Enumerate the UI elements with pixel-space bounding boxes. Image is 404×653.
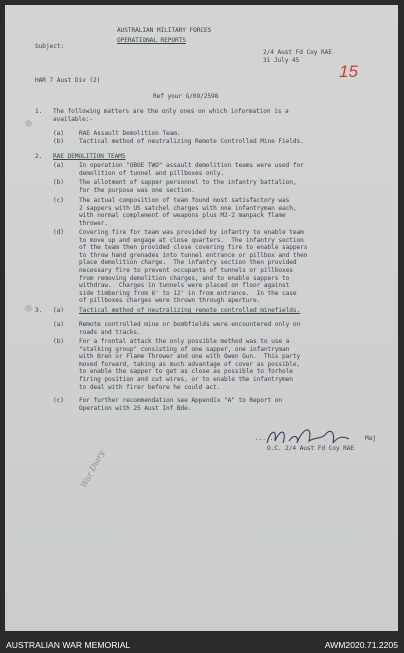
pencil-annotation: War Diary [79,449,107,490]
para1-item-text: Tactical method of neutralizing Remote Controlled Mine Fields. [79,138,304,145]
report-heading: OPERATIONAL REPORTS [117,37,186,44]
archive-reference: AWM2020.71.2205 [324,640,398,650]
unit-name: 2/4 Aust Fd Coy RAE [263,49,332,56]
reference: Ref your G/09/2598 [153,93,219,100]
report-date: 31 July 45 [263,57,300,64]
para1-item-label: (a) [53,130,64,137]
archive-name: AUSTRALIAN WAR MEMORIAL [6,640,131,650]
para3-item-label: (c) [53,397,64,404]
signature-rank: Maj [365,435,376,442]
para2-item-label: (b) [53,179,64,186]
punch-hole [25,305,32,312]
subject-label: Subject: [35,43,65,50]
handwritten-number: 15 [339,62,358,81]
para2-item-text: Covering fire for team was provided by infantry to enable team to move up and engage at close quarters. The infantry section of the team then provided close covering fire to enable sappers to throw hand grenades into tunnel entrance or pillbox and then place demolition charge. The infantry section then provided necessary fire to prevent occupants of tunnels or pillboxes from removing demolition charges, and to enable sappers to withdraw. Charges in tunnels were placed on floor against side timbering from 6' to 12' in from entrance. In the case of pillboxes charges were thrown through aperture. [79,229,308,305]
para3-number: 3. [35,307,43,314]
para3-heading: Tactical method of neutralizing remote controlled minefields. [79,307,301,314]
para2-item-text: The actual composition of team found most satisfactory was 2 sappers with US satchel charges with one infantryman each, with normal complement of weapons plus M2-2 manpack flame thrower. [79,197,297,227]
para2-item-label: (c) [53,197,64,204]
para3-item-label: (a) [53,321,64,328]
signature-dots: ...... [255,435,277,442]
document-page [5,5,398,631]
para2-item-label: (d) [53,229,64,236]
org-heading: AUSTRALIAN MILITARY FORCES [117,27,212,34]
para1-item-text: RAE Assault Demolition Team. [79,130,181,137]
archive-footer [0,636,404,653]
addressee: HAR 7 Aust Div (2) [35,77,101,84]
para1-item-label: (b) [53,138,64,145]
para1-number: 1. [35,108,43,115]
para2-heading: RAE DEMOLITION TEAMS [53,153,126,160]
para2-number: 2. [35,153,43,160]
para3-item-text: For a frontal attack the only possible method was to use a "stalking group" consisting of one sapper, one infantryman with Bren or Flame Thrower and one with Owen Gun. This party moved forward, taking as much advantage of cover as possible, to enable the sapper to get as close as possible to forhole firing position and cut wires, or to enable the infantrymen to deal with firer before he could act. [79,338,301,391]
para3-item-text: For further recommendation see Appendix "A" to Report on Operation with 25 Aust Inf Bde. [79,397,283,412]
signatory-title: O.C. 2/4 Aust Fd Coy RAE [267,445,355,452]
para3-label: (a) [53,307,64,314]
para3-item-text: Remote controlled mine or bombfields were encountered only on roads and tracks. [79,321,301,336]
para3-item-label: (b) [53,338,64,345]
punch-hole [25,120,32,127]
para2-item-label: (a) [53,162,64,169]
para1-text: The following matters are the only ones on which information is a available:- [53,108,289,123]
para2-item-text: In operation "OBOE TWO" assault demolition teams were used for demolition of tunnel and pillboxes only. [79,162,304,177]
para2-item-text: The allotment of sapper personnel to the infantry battalion, for the purpose was one section. [79,179,297,194]
